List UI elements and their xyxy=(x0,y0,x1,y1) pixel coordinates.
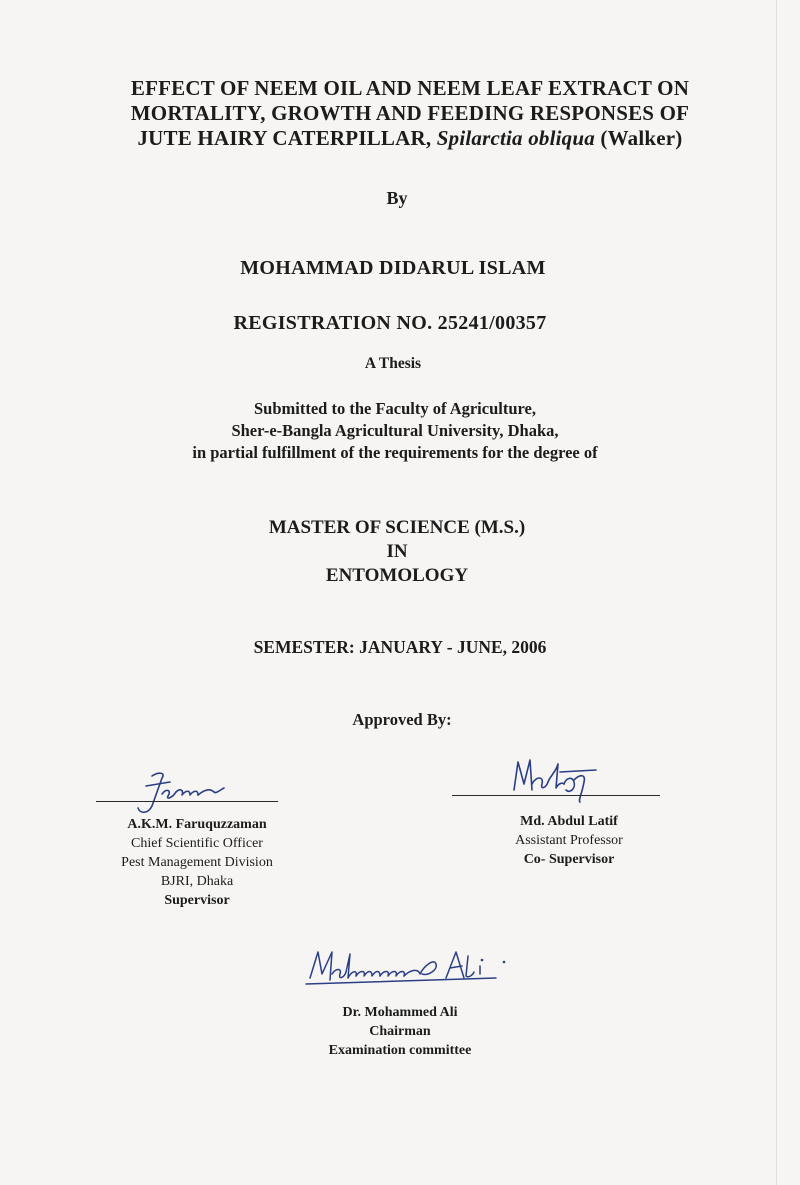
co-supervisor-signature xyxy=(500,754,620,806)
co-supervisor-designation: Assistant Professor xyxy=(515,833,623,848)
title-line-1: EFFECT OF NEEM OIL AND NEEM LEAF EXTRACT ON xyxy=(130,76,690,100)
supervisor-designation: Chief Scientific Officer xyxy=(131,836,263,851)
page-edge-shadow xyxy=(776,0,777,1185)
co-supervisor-signature-line xyxy=(452,795,660,796)
co-supervisor-block xyxy=(474,812,664,869)
supervisor-signature xyxy=(100,768,280,818)
chairman-block xyxy=(300,1003,500,1060)
title-line-3 xyxy=(10,126,800,151)
title-line-3-prefix: JUTE HAIRY CATERPILLAR, xyxy=(137,126,432,150)
registration-number: REGISTRATION NO. 25241/00357 xyxy=(233,312,547,334)
supervisor-name: A.K.M. Faruquzzaman xyxy=(127,817,267,832)
semester: SEMESTER: JANUARY - JUNE, 2006 xyxy=(253,637,547,657)
supervisor-block xyxy=(92,815,302,910)
chairman-designation: Chairman xyxy=(369,1024,431,1039)
author-name: MOHAMMAD DIDARUL ISLAM xyxy=(240,257,546,279)
title-line-2: MORTALITY, GROWTH AND FEEDING RESPONSES OF xyxy=(130,101,690,125)
species-name: Spilarctia obliqua xyxy=(436,126,595,150)
degree-subject: ENTOMOLOGY xyxy=(325,565,469,586)
approved-by-label: Approved By: xyxy=(352,710,452,729)
thesis-title xyxy=(10,76,800,151)
chairman-signature xyxy=(296,944,536,990)
degree-name: MASTER OF SCIENCE (M.S.) xyxy=(268,517,526,538)
co-supervisor-role: Co- Supervisor xyxy=(523,852,615,867)
degree-block xyxy=(0,516,797,588)
submission-statement xyxy=(0,398,795,464)
supervisor-institute: BJRI, Dhaka xyxy=(160,874,234,889)
submitted-line-1: Submitted to the Faculty of Agriculture, xyxy=(253,399,536,418)
submitted-line-3: in partial fulfillment of the requirements for the degree of xyxy=(192,443,598,462)
supervisor-signature-line xyxy=(96,801,278,802)
submitted-line-2: Sher-e-Bangla Agricultural University, Dhaka, xyxy=(231,421,559,440)
supervisor-division: Pest Management Division xyxy=(121,855,273,870)
degree-in: IN xyxy=(386,541,408,562)
chairman-committee: Examination committee xyxy=(328,1043,472,1058)
title-line-3-suffix: (Walker) xyxy=(600,126,683,150)
supervisor-role: Supervisor xyxy=(164,893,230,908)
co-supervisor-name: Md. Abdul Latif xyxy=(520,814,618,829)
by-label: By xyxy=(386,188,408,208)
chairman-name: Dr. Mohammed Ali xyxy=(342,1005,458,1020)
thesis-label: A Thesis xyxy=(364,355,422,372)
